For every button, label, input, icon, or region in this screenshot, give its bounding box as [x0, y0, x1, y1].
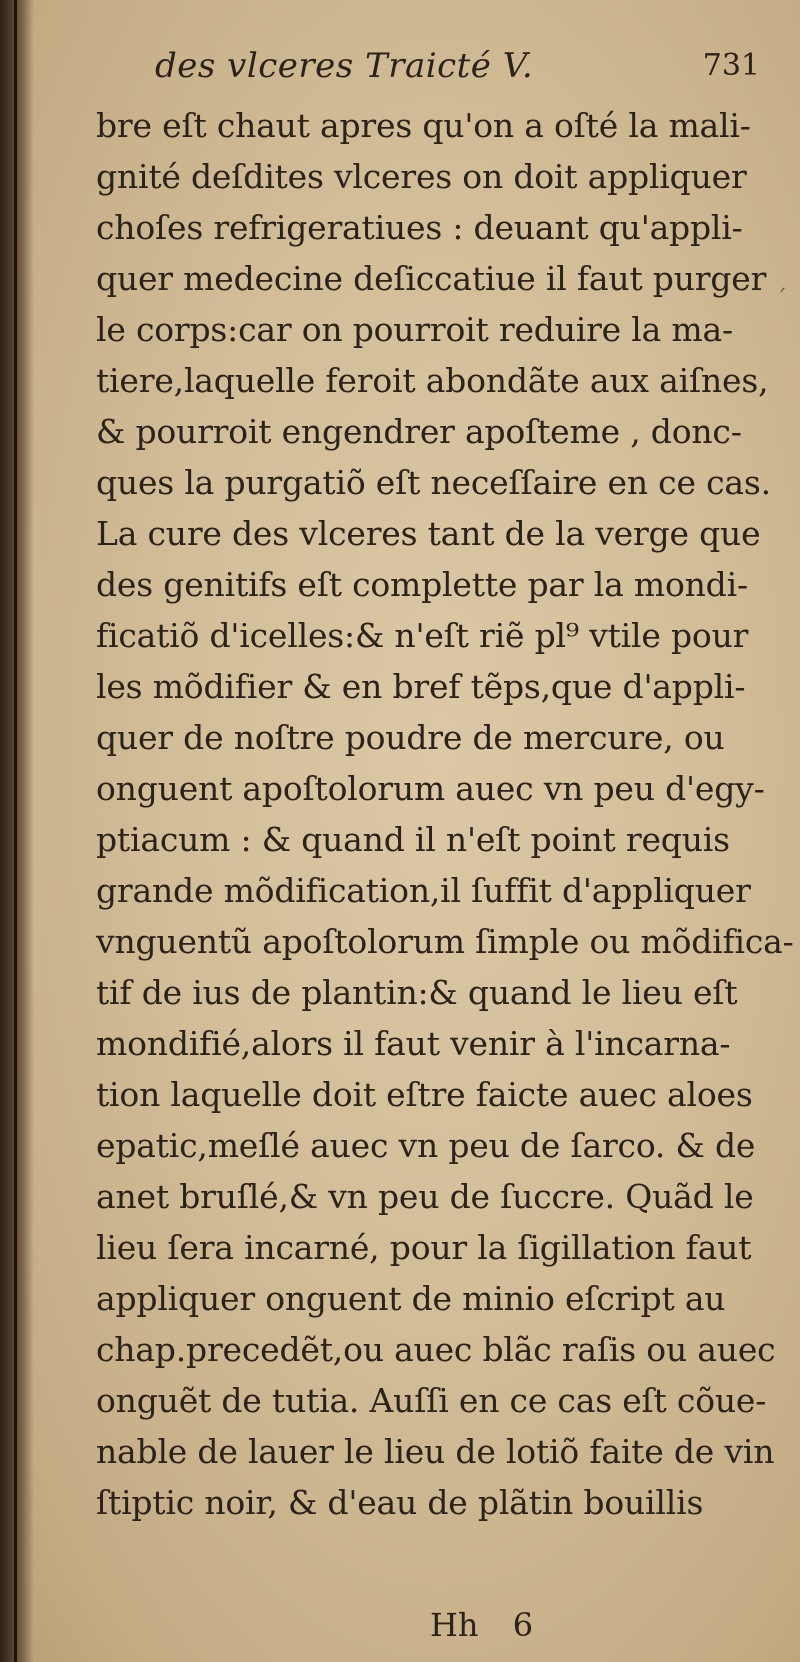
running-title: des vlceres Traicté V.: [155, 46, 534, 86]
text-line: nable de lauer le lieu de lotiõ faite de vin: [96, 1432, 775, 1471]
margin-mark: ´: [776, 287, 787, 312]
binding-edge: [14, 0, 17, 1662]
text-line: gnité deſdites vlceres on doit appliquer: [96, 157, 747, 196]
text-line: quer de noſtre poudre de mercure, ou: [96, 718, 725, 757]
text-line: anet bruſlé,& vn peu de ſuccre. Quãd le: [96, 1177, 754, 1216]
text-line: bre eſt chaut apres qu'on a oſté la mali-: [96, 106, 751, 145]
text-line: le corps:car on pourroit reduire la ma-: [96, 310, 733, 349]
text-line: tion laquelle doit eſtre faicte auec aloes: [96, 1075, 753, 1114]
text-line: quer medecine deſiccatiue il faut purger: [96, 259, 767, 298]
text-line: mondifié,alors il faut venir à l'incarna-: [96, 1024, 731, 1063]
page-number: 731: [702, 48, 760, 83]
text-line: ſtiptic noir, & d'eau de plãtin bouillis: [96, 1483, 704, 1522]
book-binding-shadow: [0, 0, 34, 1662]
text-line: les mõdifier & en bref tẽps,que d'appli-: [96, 667, 746, 706]
text-line: tiere,laquelle feroit abondãte aux aiſnes,: [96, 361, 769, 400]
text-line: lieu ſera incarné, pour la ſigillation faut: [96, 1228, 752, 1267]
text-line: epatic,meſlé auec vn peu de ſarco. & de: [96, 1126, 756, 1165]
text-line: choſes refrigeratiues : deuant qu'appli-: [96, 208, 743, 247]
text-line: vnguentũ apoſtolorum ſimple ou mõdifica-: [96, 922, 794, 961]
text-line: appliquer onguent de minio eſcript au: [96, 1279, 726, 1318]
text-line: & pourroit engendrer apoſteme , donc-: [96, 412, 742, 451]
body-text: [96, 100, 794, 1528]
text-line: grande mõdification,il ſuffit d'appliquer: [96, 871, 751, 910]
text-line: onguent apoſtolorum auec vn peu d'egy-: [96, 769, 765, 808]
text-line: ques la purgatiõ eſt neceſſaire en ce cas.: [96, 463, 771, 502]
text-line: tif de ius de plantin:& quand le lieu eſt: [96, 973, 738, 1012]
signature-mark: Hh 6: [430, 1606, 534, 1644]
text-line: ptiacum : & quand il n'eſt point requis: [96, 820, 730, 859]
text-line: chap.precedẽt,ou auec blãc raſis ou auec: [96, 1330, 776, 1369]
text-line: ficatiõ d'icelles:& n'eſt riẽ pl⁹ vtile pour: [96, 616, 749, 655]
text-line: des genitifs eſt complette par la mondi-: [96, 565, 748, 604]
text-line: La cure des vlceres tant de la verge que: [96, 514, 761, 553]
page-header: [150, 44, 760, 94]
text-line: onguẽt de tutia. Auſſi en ce cas eſt cõue-: [96, 1381, 767, 1420]
